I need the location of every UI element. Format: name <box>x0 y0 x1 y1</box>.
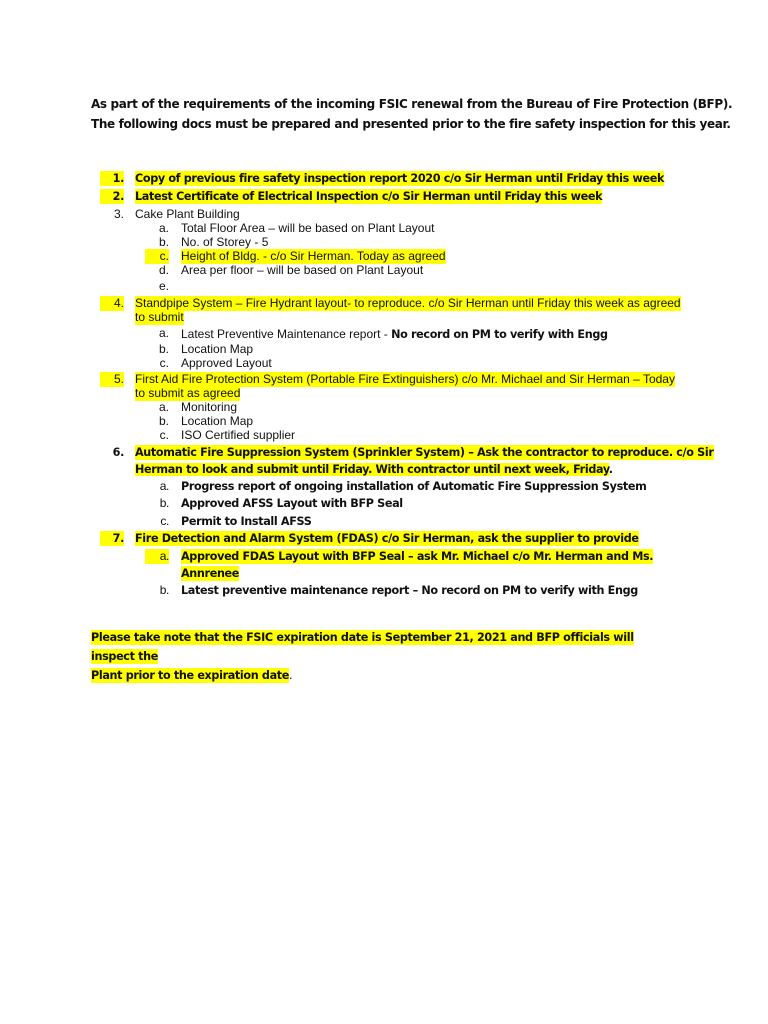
list-text: No. of Storey - 5 <box>181 235 269 249</box>
list-number: 3. <box>113 207 124 221</box>
list-number: 6. <box>112 446 124 459</box>
list-number: 4. <box>100 296 124 311</box>
list-number: e. <box>158 279 169 293</box>
list-text: Total Floor Area – will be based on Plant Layout <box>181 221 435 235</box>
list-text: Copy of previous fire safety inspection report 2020 c/o Sir Herman until Friday this week <box>135 172 665 185</box>
list-number: d. <box>158 263 169 277</box>
list-number: a. <box>159 479 169 493</box>
list-text: ISO Certified supplier <box>181 428 296 442</box>
sub-text-plain: Latest Preventive Maintenance report - <box>181 327 392 341</box>
list-text: Cake Plant Building <box>135 207 240 221</box>
note-line-2-tail: . <box>289 669 293 682</box>
list-text: Progress report of ongoing installation of Automatic Fire Suppression System <box>181 480 647 493</box>
list-text-line-1: Approved FDAS Layout with BFP Seal – ask Mr. Michael c/o Mr. Herman and Ms. <box>181 550 654 563</box>
expiration-note <box>91 628 671 685</box>
list-text-line-2-highlight: Herman to look and submit until Friday. With contractor until next week, Friday <box>135 463 609 476</box>
list-text-line-2: to submit <box>135 310 184 324</box>
list-number: b. <box>158 414 169 428</box>
note-line-1-text: Please take note that the FSIC expiration date is September 21, 2021 and BFP officials will inspect the <box>91 631 634 663</box>
sub-text-bold: No record on PM to verify with Engg <box>391 328 608 341</box>
list-text: Monitoring <box>181 400 238 414</box>
list-number: a. <box>158 400 169 414</box>
list-text <box>181 326 608 342</box>
list-number: b. <box>159 583 169 597</box>
intro-line-2: The following docs must be prepared and presented prior to the fire safety inspection for this year. <box>91 117 731 131</box>
list-text-line-2: to submit as agreed <box>135 386 241 400</box>
list-number: c. <box>160 514 169 528</box>
list-text: Area per floor – will be based on Plant Layout <box>181 263 424 277</box>
list-text-line-1: Standpipe System – Fire Hydrant layout- to reproduce. c/o Sir Herman until Friday this week as agreed <box>135 296 681 310</box>
list-number: a. <box>158 326 169 340</box>
list-text-line-1: Automatic Fire Suppression System (Sprinkler System) – Ask the contractor to reproduce. c/o Sir <box>135 446 714 459</box>
list-text: Approved Layout <box>181 356 272 370</box>
list-text: Latest preventive maintenance report – No record on PM to verify with Engg <box>181 584 638 597</box>
list-number: 1. <box>100 171 124 186</box>
list-text: Fire Detection and Alarm System (FDAS) c/o Sir Herman, ask the supplier to provide <box>135 532 639 545</box>
intro-line-1: As part of the requirements of the incoming FSIC renewal from the Bureau of Fire Protection (BFP). <box>91 97 733 111</box>
intro-paragraph <box>91 94 733 134</box>
list-number: b. <box>158 342 169 356</box>
list-text: Location Map <box>181 342 254 356</box>
list-number: 7. <box>100 531 124 546</box>
list-text-line-2: Herman to look and submit until Friday. With contractor until next week, Friday. <box>135 463 613 476</box>
list-number: 5. <box>100 372 124 387</box>
list-number: c. <box>145 249 169 264</box>
list-text: Latest Certificate of Electrical Inspection c/o Sir Herman until Friday this week <box>135 190 603 203</box>
note-line-2-text: Plant prior to the expiration date <box>91 669 290 682</box>
note-line-1 <box>91 628 671 666</box>
list-number: c. <box>159 356 169 370</box>
note-line-2 <box>91 666 671 685</box>
list-text-line-1: First Aid Fire Protection System (Portable Fire Extinguishers) c/o Mr. Michael and Sir Herman – Today <box>135 372 675 386</box>
list-text-line-2: Annrenee <box>181 567 240 580</box>
list-text: Height of Bldg. - c/o Sir Herman. Today as agreed <box>181 249 446 263</box>
list-text: Location Map <box>181 414 254 428</box>
list-number: c. <box>159 428 169 442</box>
list-text: Permit to Install AFSS <box>181 515 312 528</box>
list-number: b. <box>158 235 169 249</box>
list-number: 2. <box>100 189 124 204</box>
list-number: b. <box>159 496 169 510</box>
list-number: a. <box>158 221 169 235</box>
list-number: a. <box>145 549 169 564</box>
list-text: Approved AFSS Layout with BFP Seal <box>181 497 403 510</box>
